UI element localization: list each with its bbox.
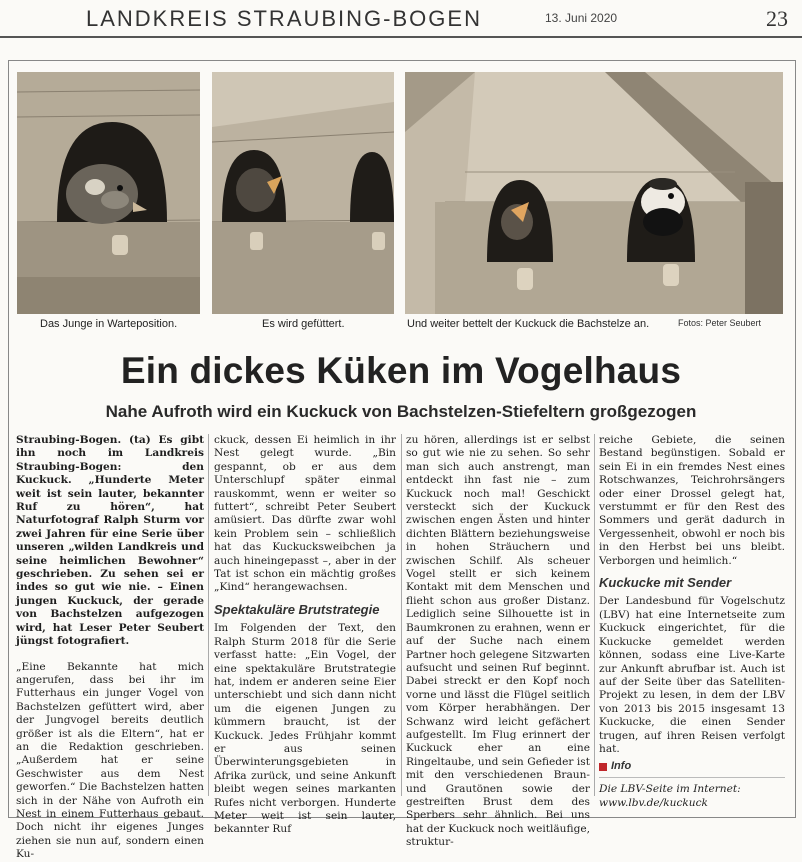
info-label bbox=[599, 760, 785, 773]
masthead bbox=[0, 0, 802, 36]
issue-date: 13. Juni 2020 bbox=[545, 11, 618, 25]
section-title: LANDKREIS STRAUBING-BOGEN bbox=[86, 6, 482, 31]
column-divider bbox=[401, 434, 402, 796]
column-1 bbox=[16, 434, 204, 862]
info-text-line: Die LBV-Seite im Internet: bbox=[599, 782, 741, 795]
body-paragraph: zu hören, allerdings ist er selbst so gut wie nie zu sehen. So sehr man sich auch anstrengt, man entdeckt ihn fast nie – zum Kuckuck noch mal! Geschickt versteckt sich der Kuckuck zwischen engen Ästen und hinter dichten Blättern beziehungsweise in hohen Sträuchern und zwischen Schilf. Als scheuer Vogel stellt er sich keinem Kontakt mit dem Menschen und flieht schon aus großer Distanz. Lediglich seine Silhouette ist in Baumkronen zu erahnen, wenn er auf der Suche nach einem Partner hoch gelegene Sitzwarten aufsucht und seinen Ruf beginnt. Dabei streckt er den Kopf noch vorne und lässt die Flügel seitlich vom Körper herabhängen. Der Schwanz wird leicht gefächert aufgestellt. Im Flug erinnert der Kuckuck eher an eine Ringeltaube, und sein Gefieder ist mit den verschiedenen Braun- und Grautönen sowie der gestreiften Brust dem des Sperbers sehr ähnlich. Bei uns hat der Kuckuck noch weitläufige, struktur- bbox=[406, 434, 590, 849]
body-paragraph: Im Folgenden der Text, den Ralph Sturm 2018 für die Serie verfasst hatte: „Ein Vogel, der eine spektakuläre Brutstrategie hat, indem er anderen seine Eier unterschiebt und sich dann nicht um die eigenen Jungen zu kümmern braucht, ist der Kuckuck. Jedes Frühjahr kommt er aus seinen Überwinterungsgebieten in Afrika zurück, und seine Ankunft bleibt wegen seines markanten Rufes nicht verborgen. Hunderte Meter weit ist sein lauter, bekannter Ruf bbox=[214, 622, 396, 836]
column-2 bbox=[214, 434, 396, 837]
lead-paragraph: Straubing-Bogen. (ta) Es gibt ihn noch im Landkreis Straubing-Bogen: den Kuckuck. „Hunderte Meter weit ist sein lauter, bekannter Ruf zu hören“, hat Naturfotograf Ralph Sturm vor zwei Jahren für eine Serie über unseren „wilden Landkreis und seine heimlichen Bewohner“ geschrieben. Zu sehen sei er indes so gut wie nie. – Einen jungen Kuckuck, der gerade von Bachstelzen aufgezogen wird, hat Leser Peter Seubert jüngst fotografiert. bbox=[16, 434, 204, 648]
headline: Ein dickes Küken im Vogelhaus bbox=[120, 350, 682, 391]
section-heading: Spektakuläre Brutstrategie bbox=[214, 601, 380, 617]
photo-credit: Fotos: Peter Seubert bbox=[678, 318, 762, 328]
photo-cuckoo-begging-wagtail bbox=[405, 72, 783, 314]
body-paragraph: ckuck, dessen Ei heimlich in ihr Nest gelegt wurde. „Bin gespannt, ob er aus dem Unterschlupf später einmal rauskommt, wenn er weiter so futtert“, schreibt Peter Seubert amüsiert. Das dürfte zwar wohl kein Problem sein – schließlich hat das Kuckucksweibchen ja auch hineingepasst –, aber in der Tat ist schon ein mächtig großes „Kind“ herangewachsen. bbox=[214, 434, 396, 594]
column-divider bbox=[208, 434, 209, 796]
info-label-text: Info bbox=[611, 760, 632, 773]
column-divider bbox=[594, 434, 595, 796]
column-4 bbox=[599, 434, 785, 810]
photo3-caption: Und weiter bettelt der Kuckuck die Bachstelze an. bbox=[407, 318, 650, 330]
masthead-rule bbox=[0, 36, 802, 38]
page-number: 23 bbox=[766, 6, 788, 31]
body-paragraph: reiche Gebiete, die seinen Bestand begünstigen. Sobald er sein Ei in ein fremdes Nest eines Rotschwanzes, Teichrohrsängers oder einer Drossel gelegt hat, verstummt er für den Rest des Sommers und gerät dadurch in Vergessenheit, obwohl er noch bis in den Herbst bei uns bleibt. Verborgen und heimlich.“ bbox=[599, 434, 785, 567]
photo1-caption: Das Junge in Warteposition. bbox=[40, 318, 178, 330]
photo-young-cuckoo-waiting bbox=[17, 72, 200, 314]
info-divider bbox=[599, 777, 785, 778]
body-paragraph: „Eine Bekannte hat mich angerufen, dass bei ihr im Futterhaus ein junger Vogel von Bachstelzen gefüttert wird, aber der Jungvogel bereits deutlich größer ist als die Eltern“, hat er an die Redaktion geschrieben. „Außerdem hat er seine Geschwister aus dem Nest geworfen.“ Die Bachstelzen hatten sich in der Nähe von Aufroth ein Nest in einem Futterhaus gebaut. Doch nicht ihr eigenes Junges ziehen sie nun auf, sondern einen Ku- bbox=[16, 660, 204, 861]
photo2-caption: Es wird gefüttert. bbox=[262, 318, 345, 330]
photo-feeding bbox=[212, 72, 394, 314]
body-paragraph: Der Landesbund für Vogelschutz (LBV) hat eine Internetseite zum Kuckuck eingerichtet, für die Kuckucke gemeldet werden können, sodass eine Live-Karte zur Ankunft abrufbar ist. Auch ist auf der Seite über das Satelliten-Projekt zu lesen, in dem der LBV von 2013 bis 2015 insgesamt 13 Kuckucke, die einen Sender trugen, auf ihren Reisen verfolgt hat. bbox=[599, 595, 785, 755]
info-square-icon bbox=[599, 763, 607, 771]
subheadline: Nahe Aufroth wird ein Kuckuck von Bachstelzen-Stiefeltern großgezogen bbox=[105, 402, 697, 421]
lbv-link[interactable]: www.lbv.de/kuckuck bbox=[599, 796, 708, 809]
column-3 bbox=[406, 434, 590, 850]
section-heading: Kuckucke mit Sender bbox=[599, 575, 732, 591]
